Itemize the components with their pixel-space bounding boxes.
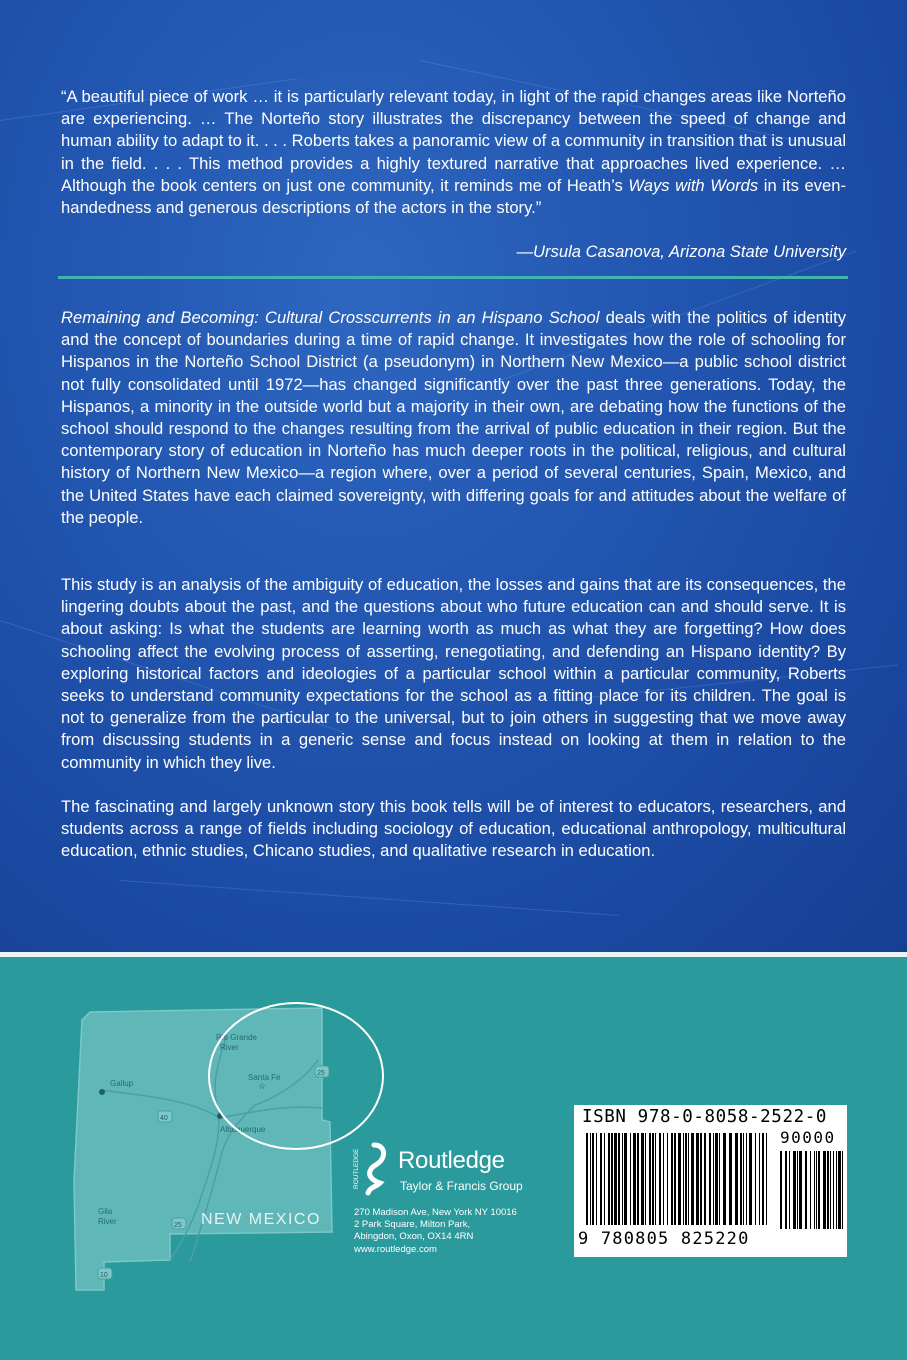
- map-label-santa-fe: Santa Fe: [248, 1073, 281, 1082]
- publisher-website: www.routledge.com: [354, 1243, 437, 1255]
- description-paragraph-1: [61, 307, 846, 529]
- map-label-river: River: [220, 1043, 239, 1052]
- map-state-label: NEW MEXICO: [201, 1211, 321, 1228]
- highway-25-label: 25: [317, 1070, 325, 1077]
- map-label-gila: Gila: [98, 1207, 113, 1216]
- panel-divider-stripe: [0, 952, 907, 957]
- publisher-group: Taylor & Francis Group: [400, 1179, 523, 1193]
- barcode-bars: [586, 1133, 848, 1231]
- highway-25-south-label: 25: [174, 1222, 182, 1229]
- map-label-gallup: Gallup: [110, 1079, 134, 1088]
- description-paragraph-2: This study is an analysis of the ambiguity of education, the losses and gains that are its consequences, the lingering doubts about the past, and the questions about who future education can and should serve. It is about asking: Is what the students are learning worth as much as what they are forgetting? How does schooling affect the evolving process of asserting, renegotiating, and defending an Hispano identity? By exploring historical factors and ideologies of a particular school within a particular community, Roberts seeks to understand community expectations for the school as a fitting place for its children. The goal is not to generalize from the particular to the universal, but to join others in suggesting that we move away from discussing students in a generic sense and focus instead on looking at them in relation to the community in which they live.: [61, 575, 846, 772]
- svg-text:ROUTLEDGE: ROUTLEDGE: [353, 1148, 360, 1189]
- publisher-address: [354, 1207, 517, 1256]
- address-line: Abingdon, Oxon, OX14 4RN: [354, 1231, 474, 1243]
- ean-number: 9 780805 825220: [578, 1229, 750, 1249]
- highway-40-label: 40: [160, 1115, 168, 1122]
- isbn-barcode: [574, 1105, 847, 1257]
- publisher-block: [352, 1141, 562, 1261]
- routledge-logo-icon: [352, 1141, 392, 1197]
- map-label-rio-grande: Rio Grande: [216, 1033, 257, 1042]
- price-addon-number: 90000: [780, 1128, 836, 1147]
- map-label-gila-river: River: [98, 1217, 117, 1226]
- isbn-number: ISBN 978-0-8058-2522-0: [582, 1107, 827, 1127]
- endorsement-quote: [61, 86, 846, 219]
- p1-text: deals with the politics of identity and the concept of boundaries during a time of rapid change. It investigates how the role of schooling for Hispanos in the Norteño School District (a pseudonym) in Northern New Mexico—a public school district not fully consolidated until 1972—has changed significantly over the past three generations. Today, the Hispanos, a minority in the outside world but a majority in their own, are debating how the functions of the school should respond to the changes resulting from the arrival of public education in their region. But the contemporary story of education in Norteño has much deeper roots in the political, religious, and cultural history of Northern New Mexico—a region where, over a period of several centuries, Spain, Mexico, and the United States have each claimed sovereignty, with differing goals for and attitudes about the welfare of the people.: [61, 308, 847, 527]
- address-line: 2 Park Square, Milton Park,: [354, 1219, 471, 1231]
- book-title: Remaining and Becoming: Cultural Crosscurrents in an Hispano School: [61, 308, 600, 327]
- publisher-name: Routledge: [398, 1147, 505, 1174]
- address-line: 270 Madison Ave, New York NY 10016: [354, 1207, 517, 1218]
- quote-attribution: —Ursula Casanova, Arizona State University: [516, 242, 846, 261]
- quote-text-b: in its even-handedness and generous descriptions of the actors in the story.”: [61, 175, 846, 218]
- highway-10-label: 10: [100, 1272, 108, 1279]
- map-label-albuquerque: Albuquerque: [220, 1125, 266, 1134]
- gallup-dot: [99, 1089, 105, 1095]
- description-paragraph-3: The fascinating and largely unknown story this book tells will be of interest to educators, researchers, and students across a range of fields including sociology of education, educational anthropology, multicultural education, ethnic studies, Chicano studies, and qualitative research in education.: [61, 797, 846, 861]
- quote-text-a: “A beautiful piece of work … it is particularly relevant today, in light of the rapid changes areas like Norteño are experiencing. … The Norteño story illustrates the discrepancy between the speed of change and human ability to adapt to it. . . . Roberts takes a panoramic view of a community in transition that is unusual in the field. . . . This method provides a highly textured narrative that approaches lived experience. … Although the book centers on just one community, it reminds me of Heath’s: [61, 87, 846, 195]
- divider-rule: [58, 276, 848, 279]
- quote-title-ref: Ways with Words: [628, 175, 759, 195]
- santa-fe-star-icon: ☆: [258, 1081, 267, 1091]
- map-highlight-circle: [208, 1002, 384, 1150]
